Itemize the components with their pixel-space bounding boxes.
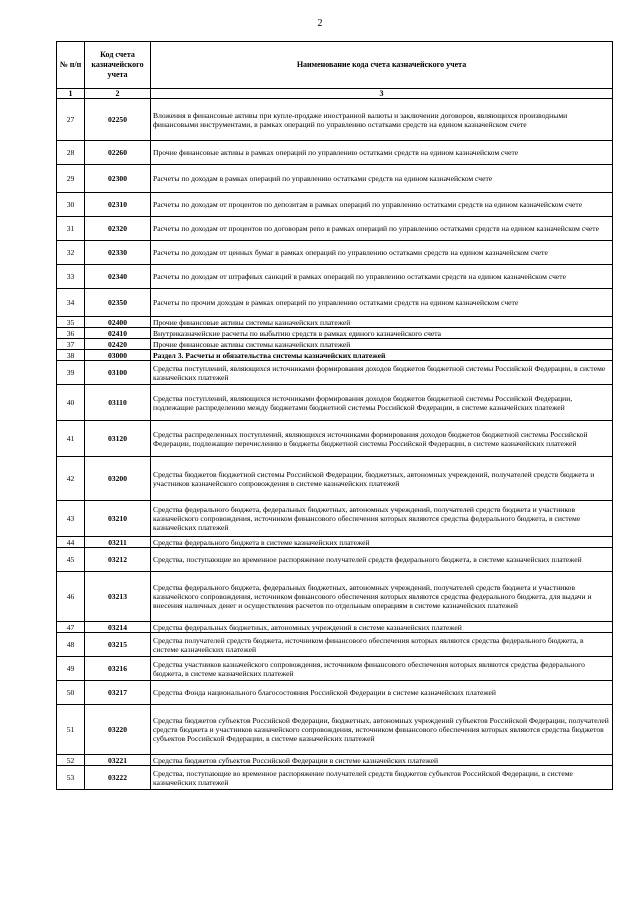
account-name: Расчеты по доходам в рамках операций по управлению остатками средств на едином казначейском счете [151,165,613,193]
row-number: 28 [57,141,85,165]
row-number: 39 [57,361,85,385]
table-row [57,622,613,633]
table-row [57,289,613,317]
table-row [57,572,613,622]
account-name: Вложения в финансовые активы при купле-продаже иностранной валюты и заключении договоров, являющихся производными финансовыми инструментами, в рамках операций по управлению остатками средств на едином казначейском счете [151,99,613,141]
account-name: Средства участников казначейского сопровождения, источником финансового обеспечения которых являются средства федерального бюджета, в системе казначейских платежей [151,657,613,681]
account-code: 03110 [85,385,151,421]
row-number: 36 [57,328,85,339]
row-number: 42 [57,457,85,501]
row-number: 40 [57,385,85,421]
account-code: 02250 [85,99,151,141]
row-number: 52 [57,755,85,766]
column-index-3: 3 [151,89,613,99]
account-code: 03120 [85,421,151,457]
row-number: 51 [57,705,85,755]
account-code: 02420 [85,339,151,350]
account-code: 02260 [85,141,151,165]
account-code: 03215 [85,633,151,657]
table-row [57,548,613,572]
account-code: 03220 [85,705,151,755]
account-name: Средства Фонда национального благосостояния Российской Федерации в системе казначейских платежей [151,681,613,705]
row-number: 50 [57,681,85,705]
account-name: Прочие финансовые активы в рамках операций по управлению остатками средств на едином казначейском счете [151,141,613,165]
table-row [57,755,613,766]
account-name: Расчеты по доходам от штрафных санкций в рамках операций по управлению остатками средств на едином казначейском счете [151,265,613,289]
table-row [57,457,613,501]
account-code: 03222 [85,766,151,790]
table-row [57,193,613,217]
account-code: 03212 [85,548,151,572]
row-number: 37 [57,339,85,350]
table-row [57,141,613,165]
treasury-accounts-table [56,41,613,790]
table-row [57,766,613,790]
account-name: Расчеты по прочим доходам в рамках операций по управлению остатками средств на едином казначейском счете [151,289,613,317]
account-code: 03216 [85,657,151,681]
account-name: Прочие финансовые активы системы казначейских платежей [151,339,613,350]
account-code: 03221 [85,755,151,766]
row-number: 34 [57,289,85,317]
account-code: 03000 [85,350,151,361]
account-name: Раздел 3. Расчеты и обязательства системы казначейских платежей [151,350,613,361]
account-code: 02340 [85,265,151,289]
account-code: 02400 [85,317,151,328]
row-number: 35 [57,317,85,328]
table-row [57,165,613,193]
account-name: Внутриказначейские расчеты по выбытию средств в рамках единого казначейского счета [151,328,613,339]
column-index-1: 1 [57,89,85,99]
row-number: 38 [57,350,85,361]
account-name: Средства федерального бюджета, федеральных бюджетных, автономных учреждений, получателей средств бюджета и участников казначейского сопровождения, источником финансового обеспечения которых являются средства федерального бюджета, в системе казначейских платежей [151,501,613,537]
account-name: Средства федерального бюджета в системе казначейских платежей [151,537,613,548]
table-row [57,421,613,457]
column-index-row [57,89,613,99]
table-row [57,681,613,705]
table-row [57,99,613,141]
page-number: 2 [317,18,323,29]
account-code: 03213 [85,572,151,622]
table-row [57,317,613,328]
table-row [57,241,613,265]
row-number: 33 [57,265,85,289]
table-row [57,361,613,385]
account-code: 02320 [85,217,151,241]
account-code: 02350 [85,289,151,317]
row-number: 44 [57,537,85,548]
row-number: 45 [57,548,85,572]
row-number: 27 [57,99,85,141]
table-row [57,385,613,421]
table-row [57,633,613,657]
row-number: 48 [57,633,85,657]
table-row [57,339,613,350]
row-number: 30 [57,193,85,217]
account-name: Средства поступлений, являющихся источниками формирования доходов бюджетов бюджетной системы Российской Федерации, в системе казначейских платежей [151,361,613,385]
account-name: Средства поступлений, являющихся источниками формирования доходов бюджетов бюджетной системы Российской Федерации, подлежащие распределению между бюджетами бюджетной системы Российской Федерации, в системе казначейских платежей [151,385,613,421]
account-name: Расчеты по доходам от ценных бумаг в рамках операций по управлению остатками средств на едином казначейском счете [151,241,613,265]
account-name: Средства распределенных поступлений, являющихся источниками формирования доходов бюджетов бюджетной системы Российской Федерации, подлежащие перечислению в бюджеты бюджетной системы Российской Федерации, в системе казначейских платежей [151,421,613,457]
table-row [57,328,613,339]
account-name: Средства, поступающие во временное распоряжение получателей средств бюджетов субъектов Российской Федерации, в системе казначейских платежей [151,766,613,790]
account-name: Средства бюджетов бюджетной системы Российской Федерации, бюджетных, автономных учреждений, получателей средств бюджета и участников казначейского сопровождения в системе казначейских платежей [151,457,613,501]
account-name: Расчеты по доходам от процентов по депозитам в рамках операций по управлению остатками средств на едином казначейском счете [151,193,613,217]
row-number: 49 [57,657,85,681]
account-name: Средства, поступающие во временное распоряжение получателей средств федерального бюджета, в системе казначейских платежей [151,548,613,572]
header-account-code: Код счета казначейского учета [85,42,151,89]
table-row [57,350,613,361]
account-name: Средства бюджетов субъектов Российской Федерации, бюджетных, автономных учреждений субъектов Российской Федерации, получателей средств бюджета и участников казначейского сопровождения, источником финансового обеспечения которых являются средства бюджетов субъектов Российской Федерации, в системе казначейских платежей [151,705,613,755]
account-code: 03100 [85,361,151,385]
table-header-row [57,42,613,89]
row-number: 47 [57,622,85,633]
table-row [57,501,613,537]
account-name: Средства федеральных бюджетных, автономных учреждений в системе казначейских платежей [151,622,613,633]
table-row [57,705,613,755]
account-code: 03214 [85,622,151,633]
account-name: Средства бюджетов субъектов Российской Федерации в системе казначейских платежей [151,755,613,766]
account-code: 03200 [85,457,151,501]
account-name: Расчеты по доходам от процентов по договорам репо в рамках операций по управлению остатками средств на едином казначейском счете [151,217,613,241]
row-number: 32 [57,241,85,265]
row-number: 46 [57,572,85,622]
account-code: 02410 [85,328,151,339]
account-code: 03217 [85,681,151,705]
table-row [57,537,613,548]
row-number: 53 [57,766,85,790]
table-row [57,657,613,681]
account-name: Прочие финансовые активы системы казначейских платежей [151,317,613,328]
account-name: Средства федерального бюджета, федеральных бюджетных, автономных учреждений, получателей средств бюджета и участников казначейского сопровождения, источником финансового обеспечения которых являются средства федерального бюджета, для выдачи и внесения наличных денег и осуществления расчетов по отдельным операциям в системе казначейских платежей [151,572,613,622]
table-body [57,99,613,790]
account-code: 03211 [85,537,151,548]
account-code: 02330 [85,241,151,265]
header-row-number: № п/п [57,42,85,89]
account-code: 02310 [85,193,151,217]
table-row [57,217,613,241]
account-code: 02300 [85,165,151,193]
header-account-name: Наименование кода счета казначейского учета [151,42,613,89]
row-number: 31 [57,217,85,241]
row-number: 43 [57,501,85,537]
row-number: 29 [57,165,85,193]
account-code: 03210 [85,501,151,537]
table-row [57,265,613,289]
column-index-2: 2 [85,89,151,99]
account-name: Средства получателей средств бюджета, источником финансового обеспечения которых являются средства федерального бюджета, в системе казначейских платежей [151,633,613,657]
row-number: 41 [57,421,85,457]
